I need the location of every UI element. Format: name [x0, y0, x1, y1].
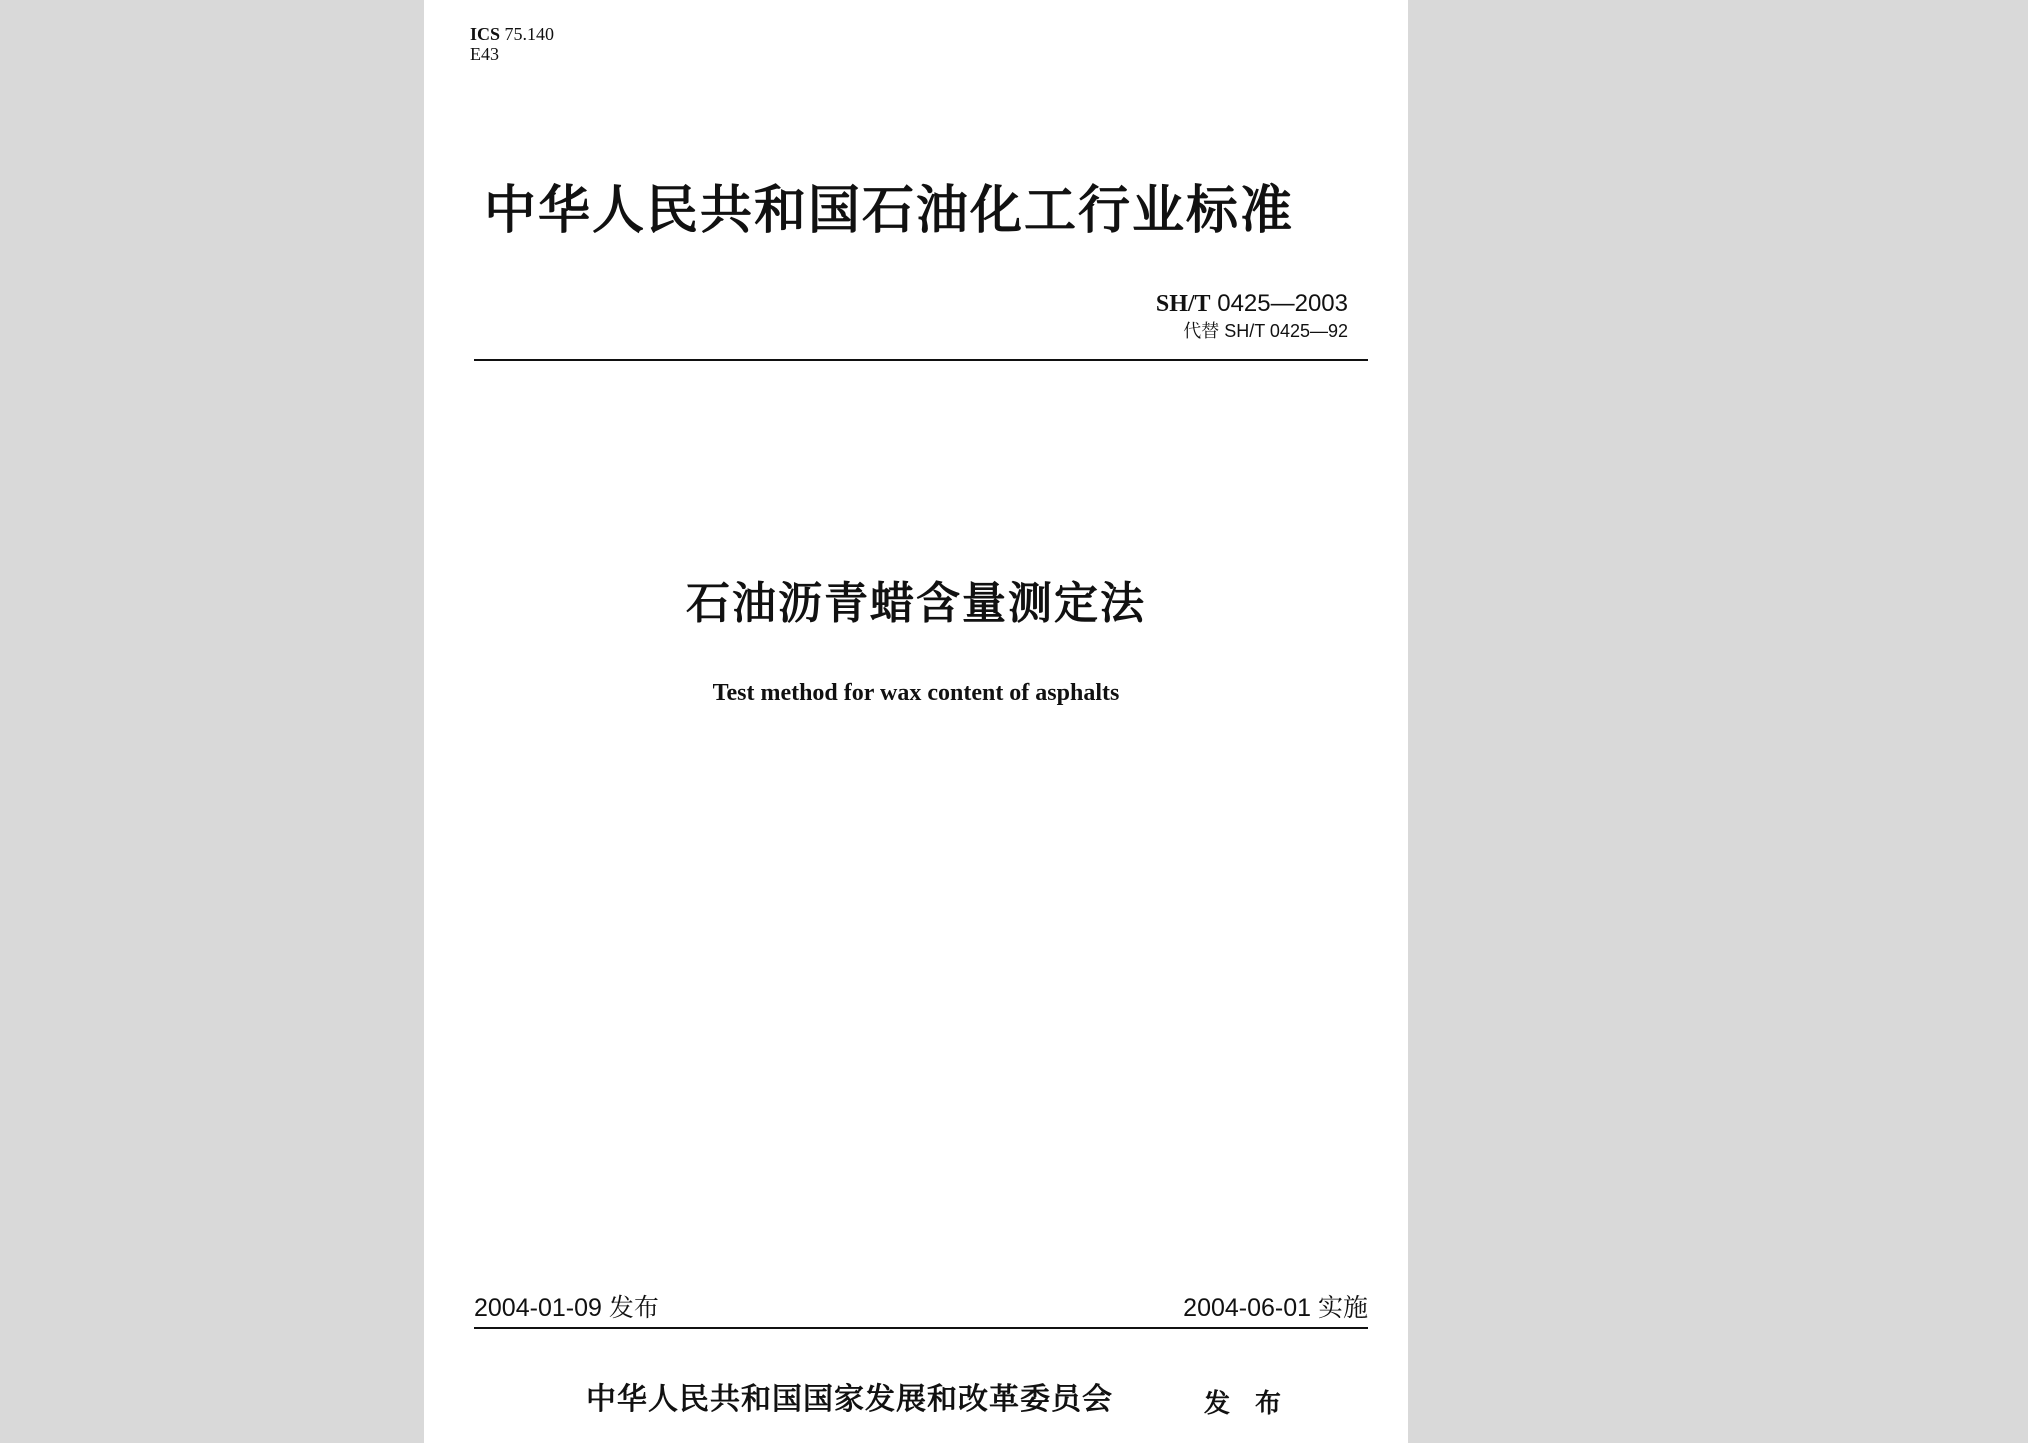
- standard-number: [1156, 290, 1348, 318]
- footer-divider: [474, 1327, 1368, 1329]
- document-title-en: Test method for wax content of asphalts: [712, 680, 1120, 706]
- implementation-date: 2004-06-01 实施: [1183, 1294, 1368, 1322]
- ics-prefix: ICS: [470, 24, 501, 44]
- document-page: [424, 0, 1408, 1443]
- publish-label: 发 布: [1204, 1389, 1290, 1419]
- ics-code: 75.140: [504, 24, 555, 44]
- standard-code: SH/T: [1155, 291, 1211, 317]
- publisher-name: 中华人民共和国国家发展和改革委员会: [586, 1382, 1113, 1417]
- header-divider: [474, 359, 1368, 361]
- standard-category-title: 中华人民共和国石油化工行业标准: [484, 181, 1295, 241]
- document-title-cn: 石油沥青蜡含量测定法: [686, 578, 1146, 629]
- classification-codes: [470, 24, 554, 64]
- issue-date: 2004-01-09 发布: [474, 1294, 659, 1322]
- standard-number-value: 0425—2003: [1217, 290, 1348, 317]
- replaces-standard: 代替 SH/T 0425—92: [1183, 321, 1348, 341]
- ccs-code: E43: [470, 44, 499, 64]
